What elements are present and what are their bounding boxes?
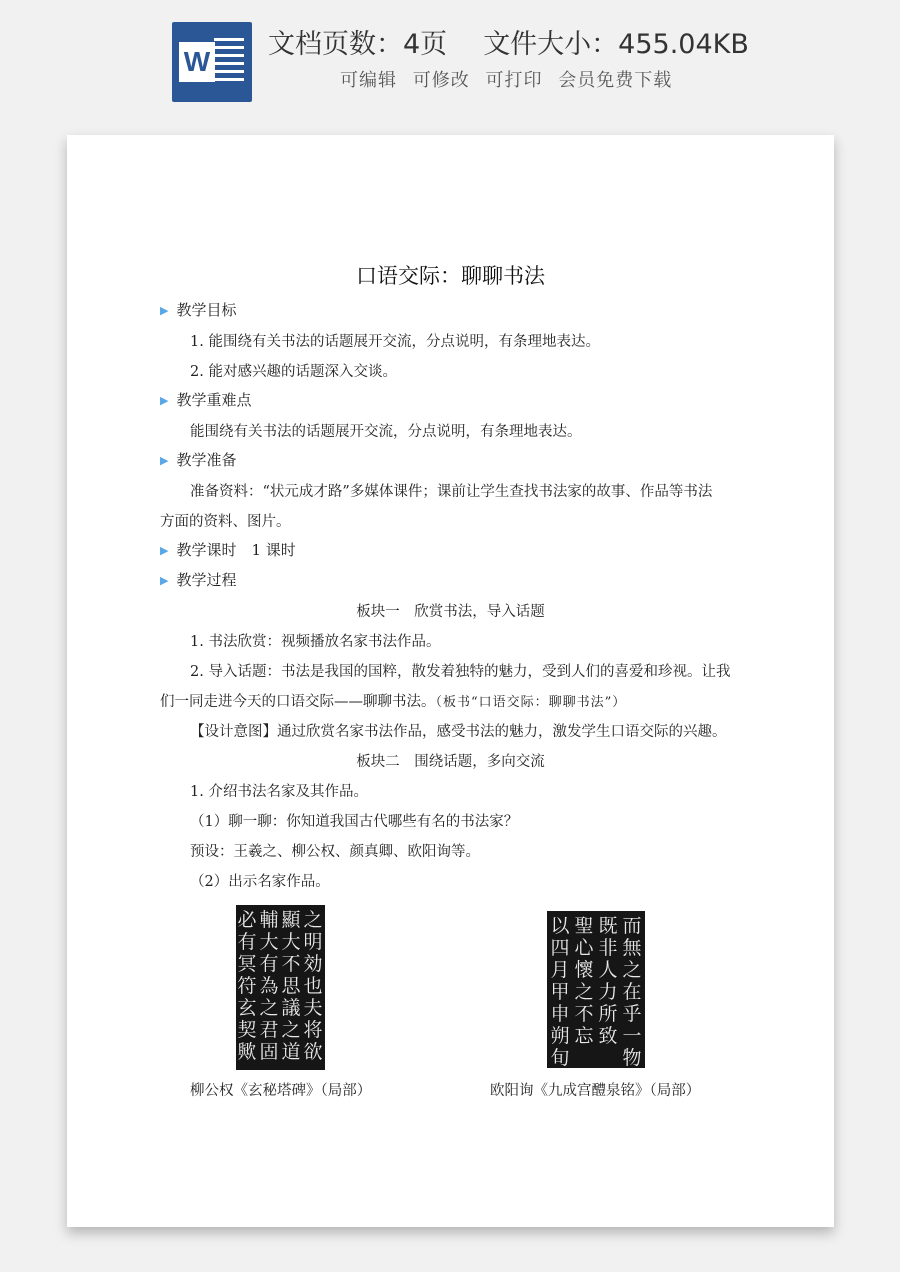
calligraphy-character: 思 [281, 975, 301, 997]
calligraphy-column [597, 915, 619, 1047]
image-caption: 柳公权《玄秘塔碑》（局部） [190, 1083, 372, 1099]
file-stats [268, 22, 749, 61]
section-heading-lesson-hours: ▶ 教学课时 1 课时 [160, 541, 296, 559]
calligraphy-character: 力 [598, 981, 618, 1003]
calligraphy-character: 而 [622, 915, 642, 937]
triangle-bullet-icon: ▶ [160, 304, 169, 317]
calligraphy-character: 不 [281, 953, 301, 975]
calligraphy-image-liu-gongquan [236, 905, 325, 1070]
calligraphy-character: 有 [237, 931, 257, 953]
calligraphy-character: 無 [622, 937, 642, 959]
calligraphy-column [258, 909, 280, 1063]
calligraphy-character: 月 [550, 959, 570, 981]
block-title: 板块二 围绕话题，多向交流 [356, 754, 545, 770]
calligraphy-character: 一 [622, 1025, 642, 1047]
file-size: 文件大小：455.04KB [483, 29, 749, 60]
calligraphy-character: 玄 [237, 997, 257, 1019]
paragraph: 准备资料：“状元成才路”多媒体课件；课前让学生查找书法家的故事、作品等书法 [190, 484, 713, 500]
feature-modifiable: 可修改 [412, 70, 470, 91]
triangle-bullet-icon: ▶ [160, 544, 169, 557]
calligraphy-character: 之 [574, 981, 594, 1003]
calligraphy-character: 既 [598, 915, 618, 937]
document-page [67, 135, 834, 1227]
calligraphy-character: 朔 [550, 1025, 570, 1047]
page-title: 口语交际：聊聊书法 [356, 264, 545, 288]
calligraphy-character: 四 [550, 937, 570, 959]
section-heading-preparation: ▶ 教学准备 [160, 451, 237, 469]
calligraphy-character: 之 [622, 959, 642, 981]
calligraphy-character: 所 [598, 1003, 618, 1025]
calligraphy-character: 致 [598, 1025, 618, 1047]
calligraphy-character: 効 [303, 953, 323, 975]
calligraphy-character: 懷 [574, 959, 594, 981]
calligraphy-character: 以 [550, 915, 570, 937]
feature-list [340, 66, 681, 92]
calligraphy-character: 心 [574, 937, 594, 959]
paragraph: （1）聊一聊：你知道我国古代哪些有名的书法家？ [190, 814, 519, 830]
calligraphy-character: 将 [303, 1019, 323, 1041]
calligraphy-character: 大 [259, 931, 279, 953]
calligraphy-character: 申 [550, 1003, 570, 1025]
triangle-bullet-icon: ▶ [160, 574, 169, 587]
word-document-icon: W [172, 22, 252, 102]
section-heading-goals: ▶ 教学目标 [160, 301, 237, 319]
triangle-bullet-icon: ▶ [160, 394, 169, 407]
calligraphy-character: 之 [281, 1019, 301, 1041]
calligraphy-character: 議 [281, 997, 301, 1019]
calligraphy-character: 物 [622, 1047, 642, 1068]
calligraphy-character: 甲 [550, 981, 570, 1003]
feature-printable: 可打印 [485, 70, 543, 91]
block-title: 板块一 欣赏书法，导入话题 [356, 604, 545, 620]
calligraphy-column [236, 909, 258, 1063]
calligraphy-character: 欲 [303, 1041, 323, 1063]
calligraphy-image-ouyang-xun [547, 911, 645, 1068]
paragraph: 们一同走进今天的口语交际——聊聊书法。（板书“口语交际：聊聊书法”） [160, 694, 627, 710]
paragraph: 1. 书法欣赏：视频播放名家书法作品。 [190, 634, 441, 650]
image-caption: 欧阳询《九成宫醴泉铭》（局部） [490, 1083, 701, 1099]
calligraphy-character: 歟 [237, 1041, 257, 1063]
calligraphy-character: 在 [622, 981, 642, 1003]
triangle-bullet-icon: ▶ [160, 454, 169, 467]
paragraph: 2. 导入话题：书法是我国的国粹，散发着独特的魅力，受到人们的喜爱和珍视。让我 [190, 664, 731, 680]
calligraphy-character: 之 [259, 997, 279, 1019]
calligraphy-character: 忘 [574, 1025, 594, 1047]
page-count: 文档页数：4页 [268, 29, 448, 60]
calligraphy-column [302, 909, 324, 1063]
calligraphy-character: 不 [574, 1003, 594, 1025]
paragraph: 2. 能对感兴趣的话题深入交谈。 [190, 364, 397, 380]
calligraphy-character: 必 [237, 909, 257, 931]
calligraphy-character: 輔 [259, 909, 279, 931]
calligraphy-character: 顯 [281, 909, 301, 931]
calligraphy-character: 旬 [550, 1047, 570, 1068]
feature-member-download: 会员免费下载 [558, 70, 673, 91]
calligraphy-character: 之 [303, 909, 323, 931]
paragraph: 1. 介绍书法名家及其作品。 [190, 784, 368, 800]
calligraphy-character: 夫 [303, 997, 323, 1019]
calligraphy-character: 道 [281, 1041, 301, 1063]
calligraphy-character: 符 [237, 975, 257, 997]
calligraphy-character: 契 [237, 1019, 257, 1041]
design-intent: 【设计意图】通过欣赏名家书法作品，感受书法的魅力，激发学生口语交际的兴趣。 [190, 724, 727, 740]
calligraphy-character: 乎 [622, 1003, 642, 1025]
calligraphy-character: 冥 [237, 953, 257, 975]
calligraphy-column [280, 909, 302, 1063]
paragraph: 预设：王羲之、柳公权、颜真卿、欧阳询等。 [190, 844, 480, 860]
calligraphy-character: 君 [259, 1019, 279, 1041]
paragraph: （2）出示名家作品。 [190, 874, 330, 890]
section-heading-key-points: ▶ 教学重难点 [160, 391, 252, 409]
calligraphy-column [573, 915, 595, 1047]
feature-editable: 可编辑 [340, 70, 397, 91]
calligraphy-character: 明 [303, 931, 323, 953]
calligraphy-character: 大 [281, 931, 301, 953]
calligraphy-column [549, 915, 571, 1068]
document-info-banner [0, 0, 900, 120]
calligraphy-character: 人 [598, 959, 618, 981]
paragraph: 能围绕有关书法的话题展开交流，分点说明，有条理地表达。 [190, 424, 582, 440]
calligraphy-character: 有 [259, 953, 279, 975]
calligraphy-character: 也 [303, 975, 323, 997]
section-heading-process: ▶ 教学过程 [160, 571, 237, 589]
calligraphy-character: 為 [259, 975, 279, 997]
calligraphy-character: 固 [259, 1041, 279, 1063]
paragraph: 方面的资料、图片。 [160, 514, 291, 530]
calligraphy-column [621, 915, 643, 1068]
paragraph: 1. 能围绕有关书法的话题展开交流，分点说明，有条理地表达。 [190, 334, 600, 350]
calligraphy-character: 非 [598, 937, 618, 959]
calligraphy-character: 聖 [574, 915, 594, 937]
